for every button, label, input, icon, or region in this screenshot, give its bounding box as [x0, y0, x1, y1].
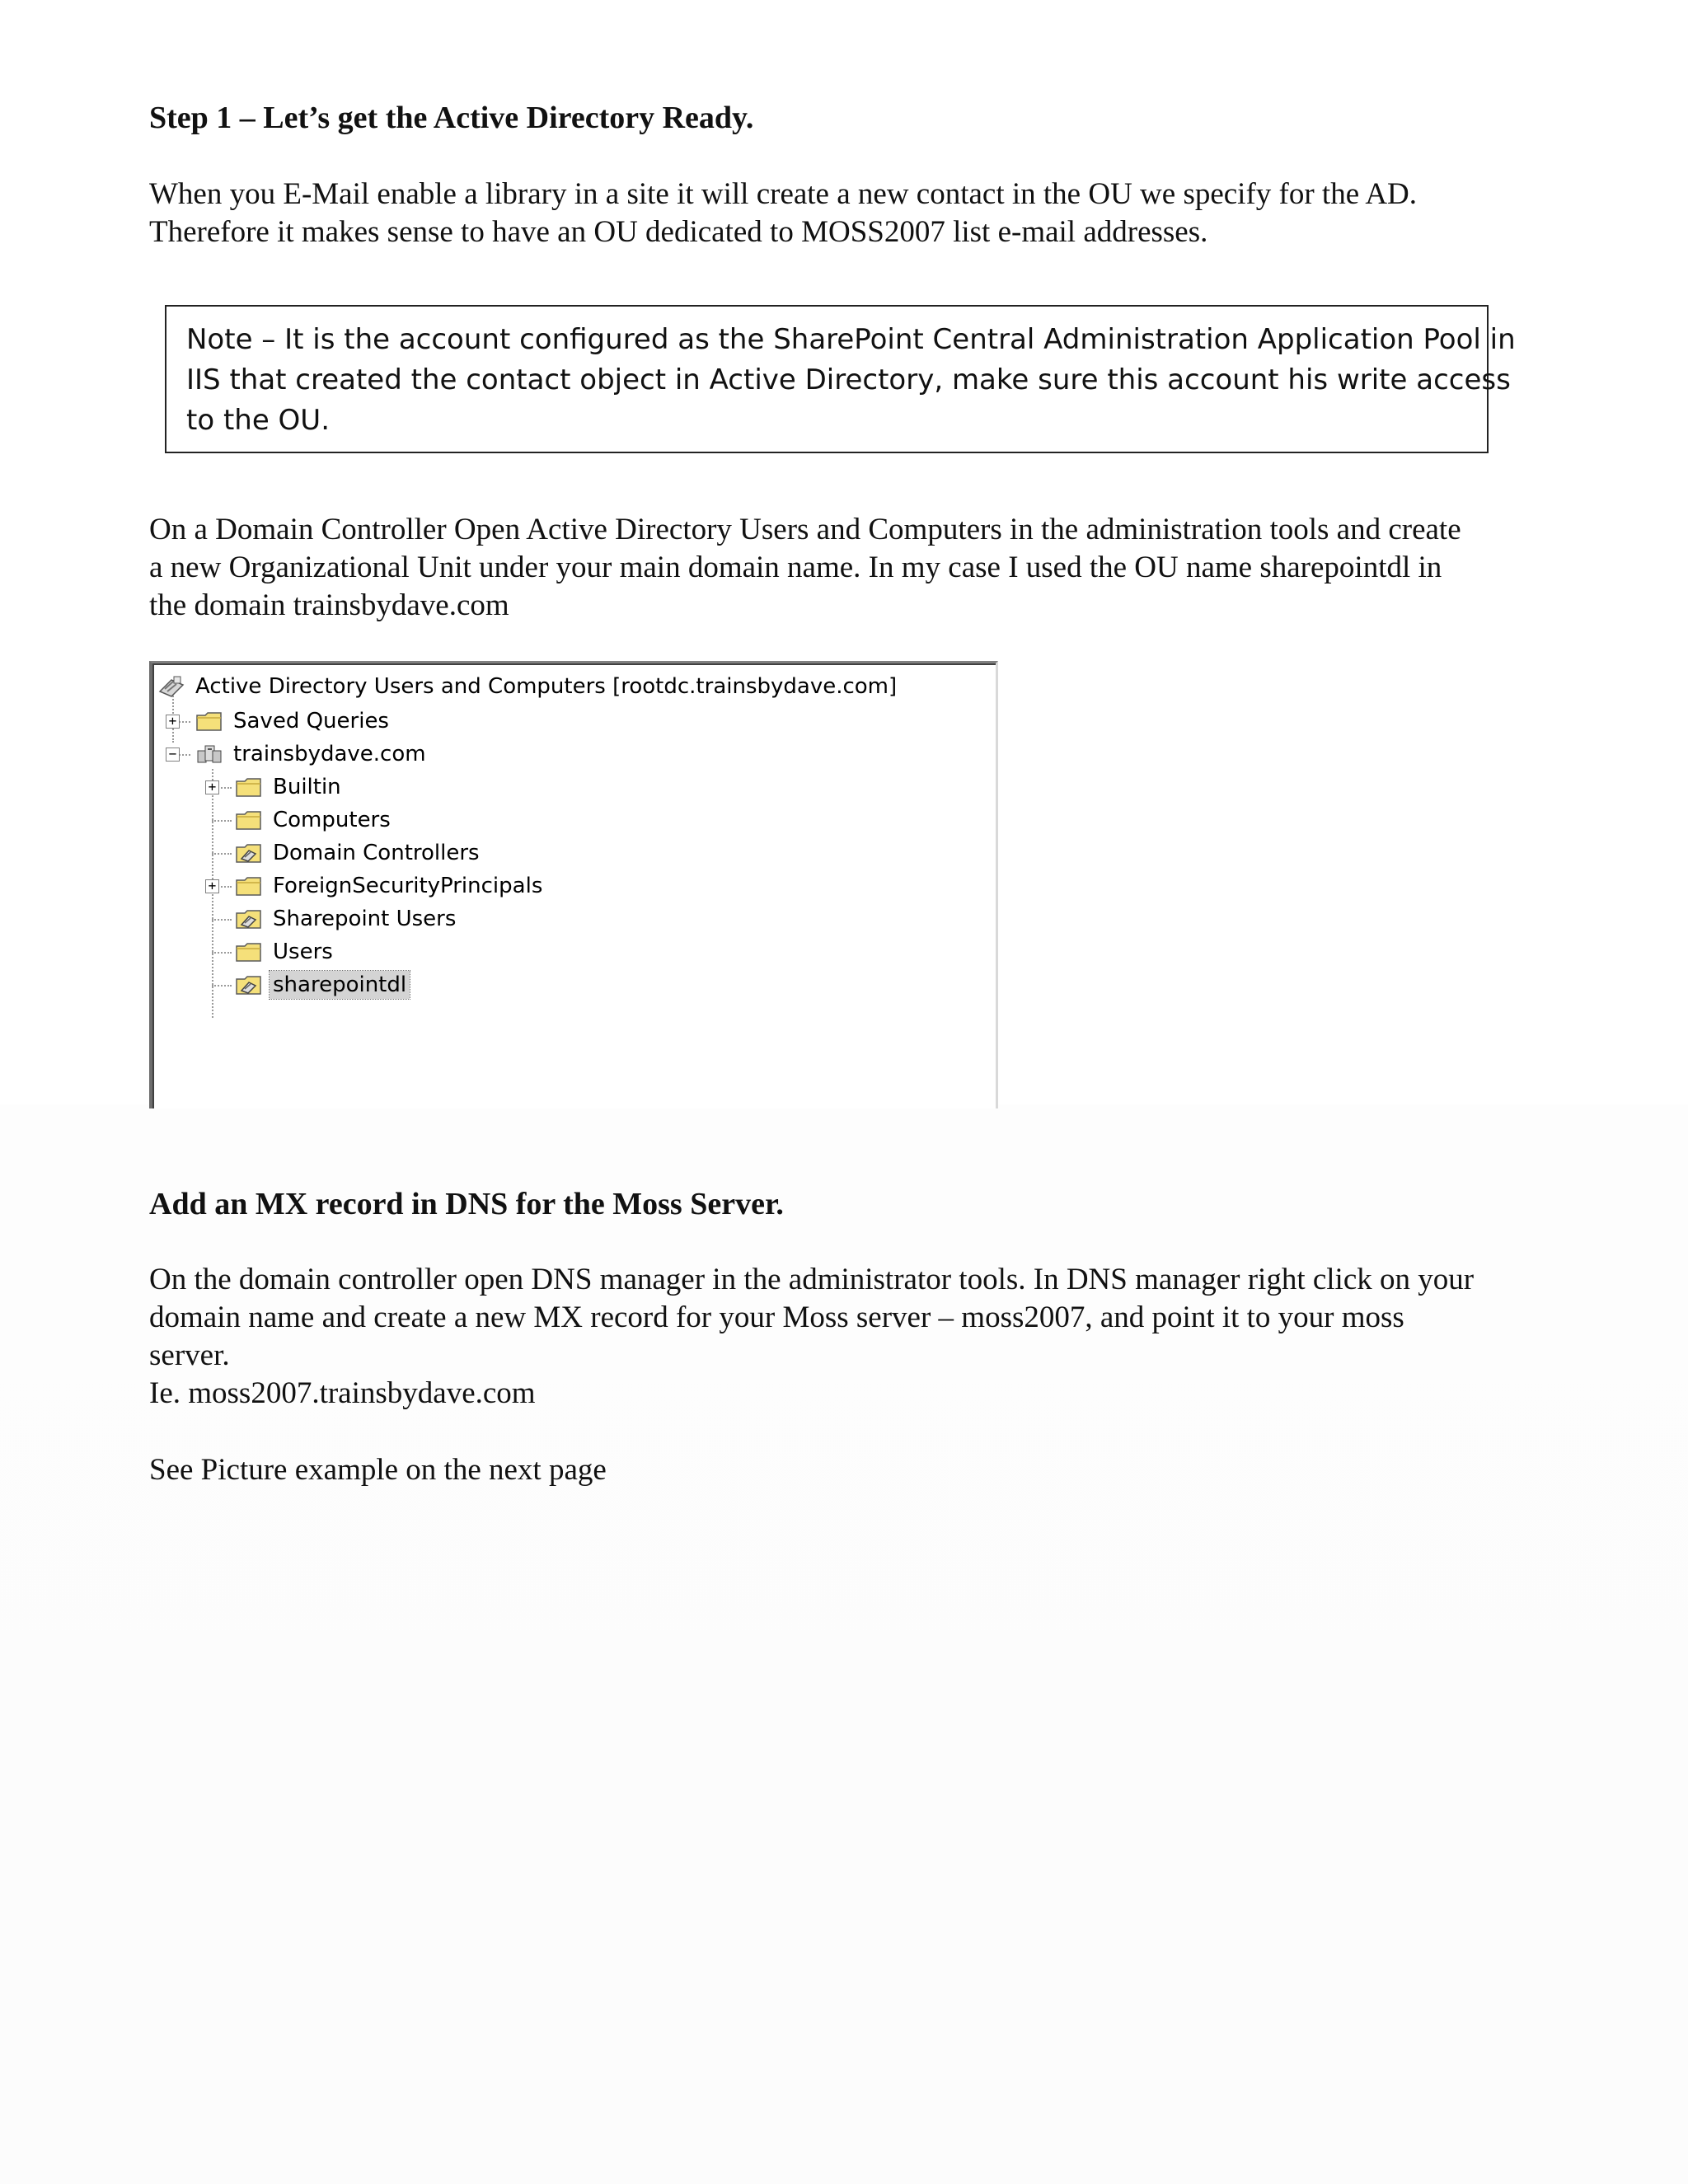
tree-item-computers[interactable] [235, 804, 394, 837]
mx-record-heading: Add an MX record in DNS for the Moss Server. [149, 1187, 784, 1221]
note-line-2: IIS that created the contact object in Active Directory, make sure this account his write access [186, 363, 1511, 396]
folder-icon [195, 710, 223, 733]
step1-heading: Step 1 – Let’s get the Active Directory Ready. [149, 101, 754, 135]
note-box [165, 305, 1516, 453]
tree-root-item[interactable] [157, 670, 900, 703]
step1-intro-paragraph [149, 176, 1600, 251]
tree-label-sharepoint-users: Sharepoint Users [273, 907, 457, 931]
tree-item-users[interactable] [235, 935, 336, 968]
mx-line-2: domain name and create a new MX record for your Moss server – moss2007, and point it to your moss [149, 1301, 1404, 1334]
tree-label-users: Users [273, 940, 333, 964]
expand-saved-queries-button[interactable]: + [166, 715, 180, 729]
note-line-3: to the OU. [186, 404, 331, 437]
step1-intro-line-1: When you E-Mail enable a library in a site it will create a new contact in the OU we specify for the AD. [149, 177, 1418, 211]
tree-label-domain: trainsbydave.com [233, 742, 426, 766]
tree-item-sharepointdl[interactable] [235, 968, 410, 1001]
tree-item-foreign-security-principals[interactable] [235, 869, 546, 902]
tree-item-saved-queries[interactable] [195, 705, 392, 738]
instructions-line-3: the domain trainsbydave.com [149, 588, 509, 622]
mx-record-paragraph [149, 1261, 1600, 1413]
instructions-line-2: a new Organizational Unit under your main domain name. In my case I used the OU name sharepointdl in [149, 551, 1442, 584]
folder-icon [235, 808, 263, 832]
tree-label-computers: Computers [273, 808, 391, 832]
folder-icon [235, 874, 263, 898]
folder-icon [235, 940, 263, 963]
tree-label-domain-controllers: Domain Controllers [273, 841, 480, 865]
step1-intro-line-2: Therefore it makes sense to have an OU dedicated to MOSS2007 list e-mail addresses. [149, 215, 1208, 249]
ad-console-icon [157, 675, 185, 698]
tree-label-sharepointdl: sharepointdl [270, 971, 410, 999]
mx-line-4: Ie. moss2007.trainsbydave.com [149, 1376, 536, 1410]
tree-item-domain[interactable] [195, 738, 429, 771]
step1-instructions-paragraph [149, 511, 1600, 625]
domain-icon [195, 743, 223, 766]
note-line-1: Note – It is the account configured as the SharePoint Central Administration Application Pool in [186, 323, 1516, 356]
mx-line-1: On the domain controller open DNS manager in the administrator tools. In DNS manager right click on your [149, 1263, 1475, 1296]
expand-foreign-security-principals-button[interactable]: + [205, 879, 219, 893]
see-next-page-text [149, 1451, 1600, 1489]
mx-line-3: server. [149, 1338, 230, 1372]
tree-item-builtin[interactable] [235, 771, 345, 804]
tree-item-sharepoint-users[interactable] [235, 902, 459, 935]
instructions-line-1: On a Domain Controller Open Active Directory Users and Computers in the administration tools and create [149, 513, 1461, 546]
expand-builtin-button[interactable]: + [205, 780, 219, 794]
folder-icon [235, 776, 263, 799]
tree-item-domain-controllers[interactable] [235, 837, 483, 869]
tree-root-label: Active Directory Users and Computers [rootdc.trainsbydave.com] [195, 674, 898, 699]
ad-tree-screenshot [149, 661, 998, 1108]
organizational-unit-icon [235, 973, 263, 996]
tree-label-builtin: Builtin [273, 775, 341, 799]
organizational-unit-icon [235, 841, 263, 865]
collapse-domain-button[interactable]: − [166, 748, 180, 762]
tree-label-saved-queries: Saved Queries [233, 709, 389, 733]
organizational-unit-icon [235, 907, 263, 930]
tree-label-foreign-security-principals: ForeignSecurityPrincipals [273, 874, 543, 898]
see-next-page-line: See Picture example on the next page [149, 1453, 607, 1487]
